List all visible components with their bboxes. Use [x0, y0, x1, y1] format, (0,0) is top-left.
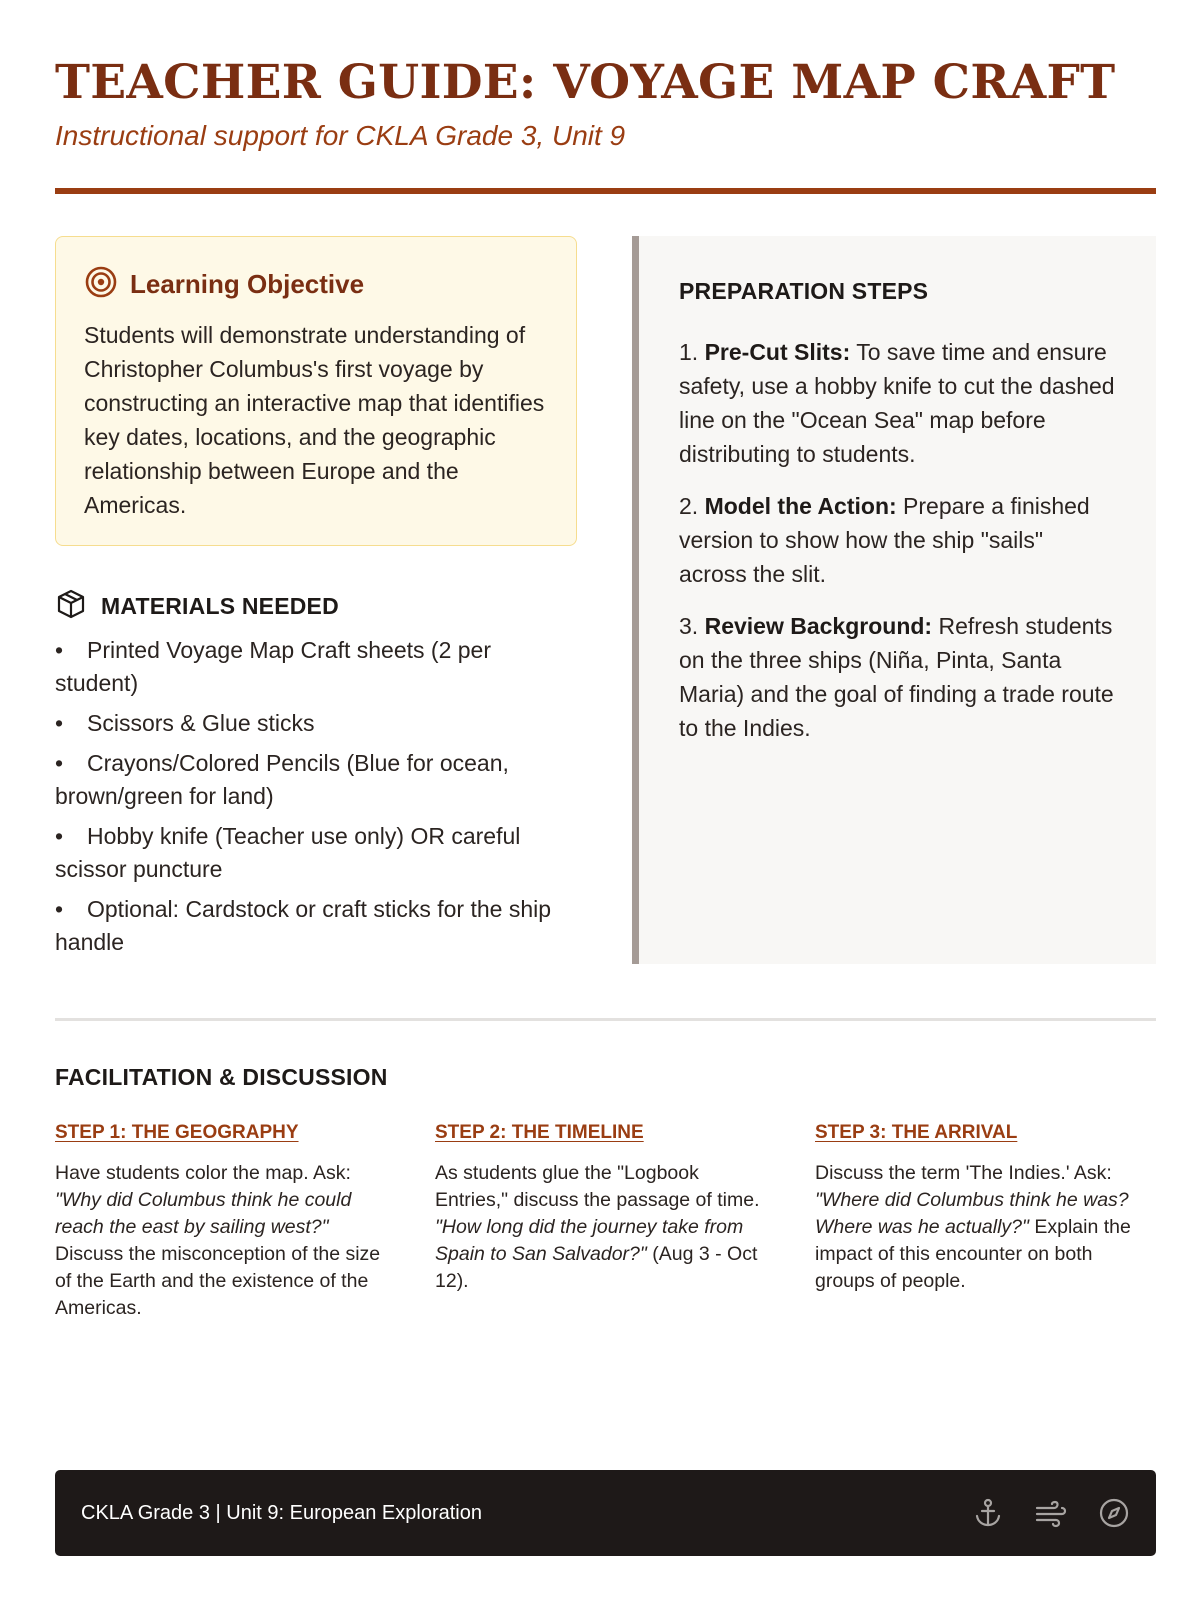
- step-title: STEP 3: THE ARRIVAL: [815, 1122, 1018, 1143]
- preparation-panel: [632, 236, 1156, 964]
- list-item: • Optional: Cardstock or craft sticks for the ship handle: [55, 896, 552, 955]
- list-item: • Crayons/Colored Pencils (Blue for ocean, brown/green for land): [55, 750, 509, 809]
- compass-icon: [1098, 1497, 1130, 1529]
- materials-header: [55, 588, 339, 625]
- objective-header: [84, 265, 548, 304]
- prep-step: 1. Pre-Cut Slits: To save time and ensure safety, use a hobby knife to cut the dashed line on the "Ocean Sea" map before distributing to students.: [679, 339, 1115, 467]
- wind-icon: [1034, 1497, 1068, 1529]
- anchor-icon: [972, 1497, 1004, 1529]
- facilitation-step: [815, 1122, 1155, 1322]
- package-icon: [55, 588, 87, 625]
- step-text: As students glue the "Logbook Entries," discuss the passage of time. "How long did the journey take from Spain to San Salvador?" (Aug 3 - Oct 12).: [435, 1162, 760, 1292]
- list-item: • Scissors & Glue sticks: [55, 710, 315, 736]
- list-item: • Printed Voyage Map Craft sheets (2 per student): [55, 637, 491, 696]
- prep-step: 3. Review Background: Refresh students on the three ships (Niña, Pinta, Santa Maria) and the goal of finding a trade route to the Indies.: [679, 613, 1114, 741]
- prep-step: 2. Model the Action: Prepare a finished version to show how the ship "sails" across the slit.: [679, 493, 1090, 587]
- section-divider: [55, 1018, 1156, 1021]
- facilitation-heading: FACILITATION & DISCUSSION: [55, 1064, 388, 1090]
- page-subtitle: Instructional support for CKLA Grade 3, Unit 9: [55, 120, 626, 151]
- footer-bar: [55, 1470, 1156, 1556]
- objective-text: Students will demonstrate understanding of Christopher Columbus's first voyage by constructing an interactive map that identifies key dates, locations, and the geographic relationship between Europe and the Americas.: [84, 322, 545, 518]
- facilitation-step: [55, 1122, 395, 1322]
- page-title: TEACHER GUIDE: VOYAGE MAP CRAFT: [55, 55, 1116, 110]
- step-text: Have students color the map. Ask: "Why did Columbus think he could reach the east by sailing west?" Discuss the misconception of the size of the Earth and the existence of the Americas.: [55, 1162, 381, 1319]
- step-title: STEP 1: THE GEOGRAPHY: [55, 1122, 299, 1143]
- teacher-guide-page: [55, 0, 1156, 1600]
- step-text: Discuss the term 'The Indies.' Ask: "Where did Columbus think he was? Where was he actually?" Explain the impact of this encounter on both groups of people.: [815, 1162, 1131, 1292]
- footer-text: CKLA Grade 3 | Unit 9: European Exploration: [81, 1501, 482, 1524]
- objective-title: Learning Objective: [130, 269, 365, 299]
- facilitation-steps: [55, 1122, 1156, 1322]
- title-divider: [55, 188, 1156, 194]
- target-icon: [84, 265, 118, 304]
- preparation-heading: PREPARATION STEPS: [679, 278, 929, 304]
- materials-list: [55, 634, 577, 966]
- facilitation-step: [435, 1122, 775, 1322]
- preparation-steps: [679, 335, 1116, 745]
- learning-objective-box: [55, 236, 577, 546]
- list-item: • Hobby knife (Teacher use only) OR careful scissor puncture: [55, 823, 521, 882]
- footer-icons: [972, 1497, 1130, 1529]
- materials-heading: MATERIALS NEEDED: [101, 593, 339, 619]
- step-title: STEP 2: THE TIMELINE: [435, 1122, 644, 1143]
